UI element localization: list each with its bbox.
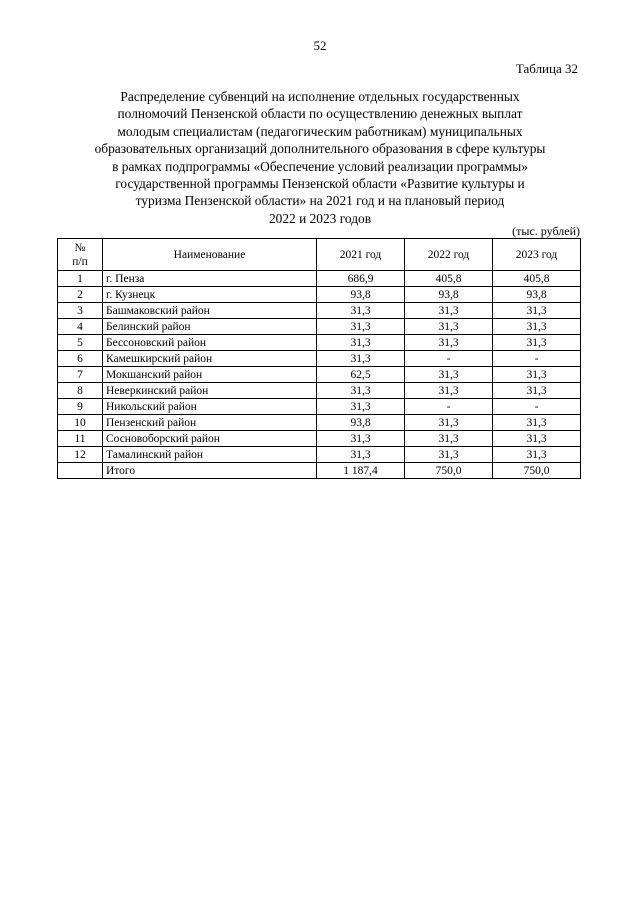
row-value-2023: 31,3 [493,431,581,447]
row-value-2023: 31,3 [493,383,581,399]
row-value-2021: 31,3 [317,399,405,415]
row-number: 4 [58,319,103,335]
row-name: Никольский район [103,399,317,415]
row-number: 5 [58,335,103,351]
row-number: 8 [58,383,103,399]
row-number: 9 [58,399,103,415]
row-value-2022: 31,3 [405,447,493,463]
total-value-2021: 1 187,4 [317,463,405,479]
table-row [58,447,581,463]
row-name: Белинский район [103,319,317,335]
row-name: Сосновоборский район [103,431,317,447]
title-line: туризма Пензенской области» на 2021 год и на плановый период [135,193,505,209]
row-name: г. Кузнецк [103,287,317,303]
table-row [58,335,581,351]
title-line: 2022 и 2023 годов [268,210,372,226]
row-value-2023: 31,3 [493,303,581,319]
header-name: Наименование [103,239,317,271]
header-number [58,239,103,271]
row-number: 7 [58,367,103,383]
title-line: полномочий Пензенской области по осуществлению денежных выплат [117,106,523,122]
row-value-2023: 93,8 [493,287,581,303]
table-total-row [58,463,581,479]
table-row [58,287,581,303]
row-number: 1 [58,271,103,287]
row-value-2022: 31,3 [405,415,493,431]
row-value-2021: 686,9 [317,271,405,287]
row-name: г. Пенза [103,271,317,287]
row-name: Башмаковский район [103,303,317,319]
row-value-2021: 31,3 [317,335,405,351]
subsidy-table [57,238,581,479]
table-row [58,319,581,335]
row-name: Камешкирский район [103,351,317,367]
total-number [58,463,103,479]
table-row [58,351,581,367]
row-value-2022: 31,3 [405,383,493,399]
document-title [70,88,570,227]
row-number: 3 [58,303,103,319]
table-row [58,383,581,399]
row-name: Пензенский район [103,415,317,431]
row-value-2022: 31,3 [405,319,493,335]
title-line: Распределение субвенций на исполнение отдельных государственных [120,89,520,104]
row-value-2022: - [405,399,493,415]
header-2021: 2021 год [317,239,405,271]
table-row [58,431,581,447]
table-reference: Таблица 32 [515,61,578,76]
header-number-symbol: № [74,241,86,254]
row-value-2021: 31,3 [317,447,405,463]
row-value-2022: 31,3 [405,303,493,319]
row-name: Неверкинский район [103,383,317,399]
row-value-2023: - [493,399,581,415]
row-value-2021: 31,3 [317,383,405,399]
table-row [58,303,581,319]
row-name: Мокшанский район [103,367,317,383]
row-number: 10 [58,415,103,431]
row-value-2023: 31,3 [493,367,581,383]
row-value-2021: 31,3 [317,431,405,447]
table-row [58,367,581,383]
table-header-row [58,239,581,271]
row-value-2023: 31,3 [493,415,581,431]
page-number: 52 [313,38,327,53]
total-value-2022: 750,0 [405,463,493,479]
title-line: в рамках подпрограммы «Обеспечение условий реализации программы» [112,158,528,174]
header-number-abbr: п/п [72,255,88,268]
table-row [58,399,581,415]
row-value-2022: - [405,351,493,367]
row-value-2023: 31,3 [493,319,581,335]
row-value-2022: 93,8 [405,287,493,303]
table-row [58,271,581,287]
header-2022: 2022 год [405,239,493,271]
row-value-2021: 93,8 [317,415,405,431]
row-value-2021: 31,3 [317,319,405,335]
row-name: Тамалинский район [103,447,317,463]
row-value-2022: 405,8 [405,271,493,287]
row-value-2021: 62,5 [317,367,405,383]
title-line: молодым специалистам (педагогическим работникам) муниципальных [117,123,523,139]
row-value-2023: 405,8 [493,271,581,287]
row-value-2022: 31,3 [405,335,493,351]
row-value-2021: 31,3 [317,303,405,319]
row-value-2022: 31,3 [405,431,493,447]
row-value-2022: 31,3 [405,367,493,383]
row-value-2021: 31,3 [317,351,405,367]
row-number: 11 [58,431,103,447]
row-value-2023: 31,3 [493,335,581,351]
header-2023: 2023 год [493,239,581,271]
row-value-2023: - [493,351,581,367]
row-number: 2 [58,287,103,303]
units-label: (тыс. рублей) [512,224,580,238]
row-name: Бессоновский район [103,335,317,351]
title-line: государственной программы Пензенской области «Развитие культуры и [115,176,525,192]
title-line: образовательных организаций дополнительного образования в сфере культуры [94,141,546,157]
total-label: Итого [103,463,317,479]
row-number: 12 [58,447,103,463]
total-value-2023: 750,0 [493,463,581,479]
row-value-2023: 31,3 [493,447,581,463]
row-value-2021: 93,8 [317,287,405,303]
row-number: 6 [58,351,103,367]
table-row [58,415,581,431]
